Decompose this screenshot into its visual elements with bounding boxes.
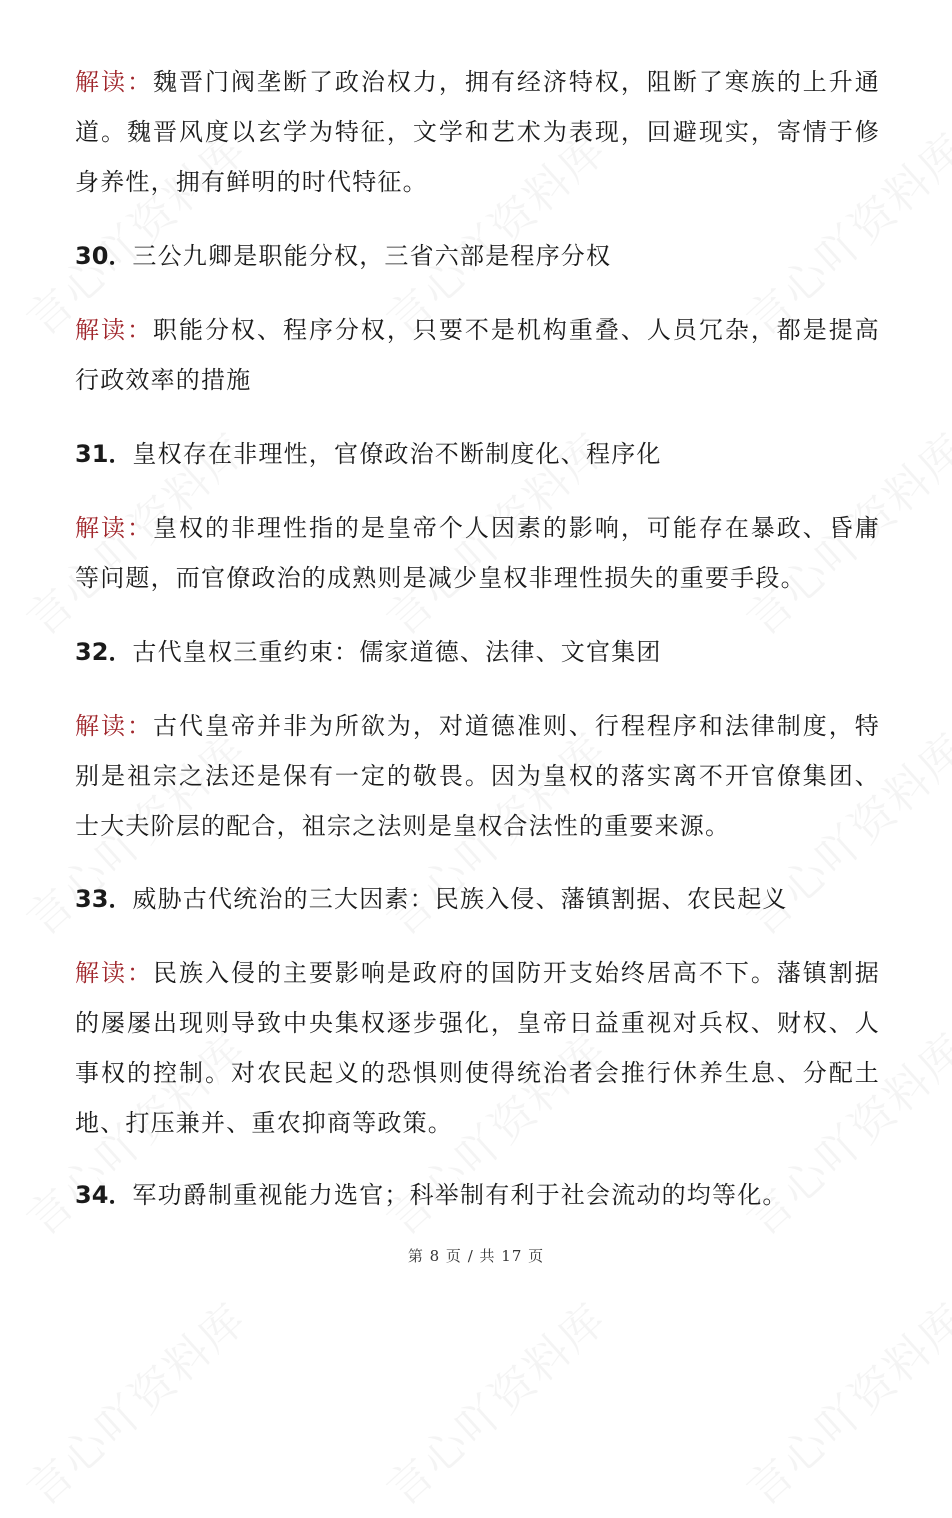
interpretation-text: 皇权的非理性指的是皇帝个人因素的影响，可能存在暴政、昏庸等问题，而官僚政治的成熟则是减少皇权非理性损失的重要手段。	[75, 514, 880, 592]
interpretation-text: 民族入侵的主要影响是政府的国防开支始终居高不下。藩镇割据的屡屡出现则导致中央集权逐步强化，皇帝日益重视对兵权、财权、人事权的控制。对农民起义的恐惧则使得统治者会推行休养生息、分配土地、打压兼并、重农抑商等政策。	[75, 959, 880, 1137]
item-number: 34．	[75, 1181, 133, 1209]
item-title: 古代皇权三重约束：儒家道德、法律、文官集团	[132, 638, 662, 666]
interpretation-label: 解读：	[75, 316, 153, 344]
item-heading-31	[75, 439, 880, 469]
item-number: 30．	[75, 242, 133, 270]
item-number: 33．	[75, 885, 133, 913]
interpretation-text: 魏晋门阀垄断了政治权力，拥有经济特权，阻断了寒族的上升通道。魏晋风度以玄学为特征，文学和艺术为表现，回避现实，寄情于修身养性，拥有鲜明的时代特征。	[75, 68, 880, 196]
interpretation-text: 古代皇帝并非为所欲为，对道德准则、行程程序和法律制度，特别是祖宗之法还是保有一定的敬畏。因为皇权的落实离不开官僚集团、士大夫阶层的配合，祖宗之法则是皇权合法性的重要来源。	[75, 712, 880, 840]
interpretation-label: 解读：	[75, 959, 153, 987]
interpretation-paragraph	[75, 503, 880, 603]
interpretation-label: 解读：	[75, 712, 153, 740]
page-footer: 第 8 页 / 共 17 页	[407, 1247, 545, 1265]
interpretation-paragraph	[75, 57, 880, 207]
interpretation-text: 职能分权、程序分权，只要不是机构重叠、人员冗杂，都是提高行政效率的措施	[75, 316, 880, 394]
item-heading-30	[75, 241, 880, 271]
watermark	[370, 1285, 618, 1517]
item-heading-32	[75, 637, 880, 667]
item-title: 军功爵制重视能力选官；科举制有利于社会流动的均等化。	[132, 1181, 788, 1209]
watermark	[730, 1285, 952, 1517]
item-number: 31．	[75, 440, 133, 468]
item-number: 32．	[75, 638, 133, 666]
watermark	[10, 1285, 258, 1517]
item-heading-33	[75, 884, 880, 914]
interpretation-label: 解读：	[75, 514, 153, 542]
item-title: 威胁古代统治的三大因素：民族入侵、藩镇割据、农民起义	[132, 885, 788, 913]
interpretation-label: 解读：	[75, 68, 153, 96]
interpretation-paragraph	[75, 305, 880, 405]
interpretation-paragraph	[75, 948, 880, 1148]
item-heading-34	[75, 1180, 880, 1210]
item-title: 三公九卿是职能分权，三省六部是程序分权	[132, 242, 612, 270]
interpretation-paragraph	[75, 701, 880, 851]
item-title: 皇权存在非理性，官僚政治不断制度化、程序化	[132, 440, 662, 468]
